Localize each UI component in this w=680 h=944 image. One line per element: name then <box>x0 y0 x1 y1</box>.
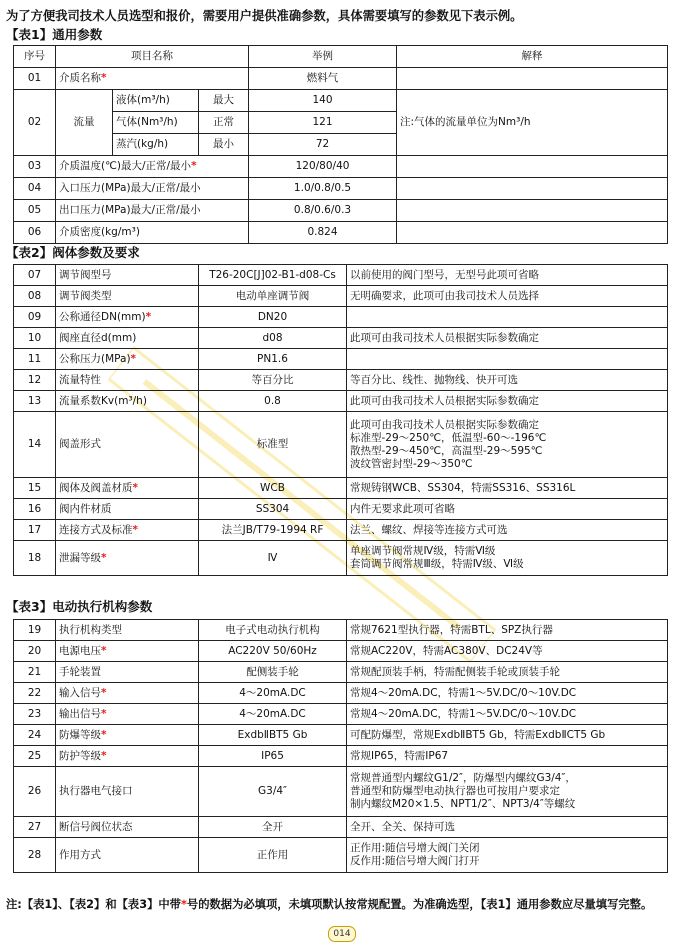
row-name: 流量 <box>56 90 113 156</box>
row-example: AC220V 50/60Hz <box>199 641 347 662</box>
row-note: 常规铸钢WCB、SS304，特需SS316、SS316L <box>347 478 668 499</box>
row-no: 19 <box>14 620 56 641</box>
row-no: 28 <box>14 838 56 873</box>
table-row <box>14 156 668 178</box>
row-name: 连接方式及标准* <box>56 520 199 541</box>
flow-min-value: 72 <box>249 134 397 156</box>
row-name: 介质温度(℃)最大/正常/最小* <box>56 156 249 178</box>
row-name: 流量系数Kv(m³/h) <box>56 391 199 412</box>
header-no: 序号 <box>14 46 56 68</box>
header-example: 举例 <box>249 46 397 68</box>
table-row <box>14 90 668 112</box>
row-no: 13 <box>14 391 56 412</box>
row-name: 断信号阀位状态 <box>56 817 199 838</box>
table-row <box>14 478 668 499</box>
row-name: 电源电压* <box>56 641 199 662</box>
required-star: * <box>191 160 197 172</box>
table-row <box>14 746 668 767</box>
table-row <box>14 307 668 328</box>
header-note: 解释 <box>397 46 668 68</box>
row-example: ExdbⅡBT5 Gb <box>199 725 347 746</box>
row-example: d08 <box>199 328 347 349</box>
row-name: 流量特性 <box>56 370 199 391</box>
table-row <box>14 178 668 200</box>
row-note: 常规IP65，特需IP67 <box>347 746 668 767</box>
row-example: 配侧装手轮 <box>199 662 347 683</box>
required-star: * <box>101 644 107 657</box>
row-name: 输出信号* <box>56 704 199 725</box>
row-example: 电动单座调节阀 <box>199 286 347 307</box>
row-no: 07 <box>14 265 56 286</box>
row-no: 26 <box>14 767 56 817</box>
note-line: 制内螺纹M20×1.5、NPT1/2″、NPT3/4″等螺纹 <box>350 798 576 810</box>
required-star: * <box>132 523 138 536</box>
flow-normal-label: 正常 <box>199 112 249 134</box>
note-line: 标准型-29～250℃，低温型-60～-196℃ <box>350 431 547 444</box>
note-line: 套筒调节阀常规Ⅲ级，特需Ⅳ级、Ⅵ级 <box>350 558 524 570</box>
row-name: 防爆等级* <box>56 725 199 746</box>
row-note: 可配防爆型，常规ExdbⅡBT5 Gb，特需ExdbⅡCT5 Gb <box>347 725 668 746</box>
row-example: WCB <box>199 478 347 499</box>
flow-liquid-label: 液体(m³/h) <box>113 90 199 112</box>
note-line: 普通型和防爆型电动执行器也可按用户要求定 <box>350 785 560 797</box>
row-note <box>397 200 668 222</box>
row-name: 调节阀类型 <box>56 286 199 307</box>
page-number: 014 <box>328 926 356 942</box>
table-valve-params <box>13 264 668 576</box>
footer-note: 注:【表1】、【表2】和【表3】中带*号的数据为必填项，未填项默认按常规配置。为准确选型，【表1】通用参数应尽量填写完整。 <box>6 898 653 911</box>
required-star: * <box>132 481 138 494</box>
row-example: 电子式电动执行机构 <box>199 620 347 641</box>
row-name: 泄漏等级* <box>56 541 199 576</box>
row-example: 1.0/0.8/0.5 <box>249 178 397 200</box>
required-star: * <box>101 728 107 741</box>
row-note: 以前使用的阀门型号，无型号此项可省略 <box>347 265 668 286</box>
row-no: 09 <box>14 307 56 328</box>
row-note <box>397 68 668 90</box>
intro-text: 为了方便我司技术人员选型和报价，需要用户提供准确参数，具体需要填写的参数见下表示例。 <box>6 9 523 23</box>
table-row <box>14 725 668 746</box>
note-line: 波纹管密封型-29～350℃ <box>350 457 473 470</box>
row-name: 执行器电气接口 <box>56 767 199 817</box>
table-row <box>14 68 668 90</box>
row-name: 阀体及阀盖材质* <box>56 478 199 499</box>
section1-title: 【表1】通用参数 <box>6 27 103 42</box>
row-no: 02 <box>14 90 56 156</box>
row-example: 0.824 <box>249 222 397 244</box>
row-no: 14 <box>14 412 56 478</box>
required-star: * <box>101 686 107 699</box>
row-note <box>397 156 668 178</box>
row-name: 公称通径DN(mm)* <box>56 307 199 328</box>
row-name: 公称压力(MPa)* <box>56 349 199 370</box>
table-row <box>14 838 668 873</box>
row-note: 内件无要求此项可省略 <box>347 499 668 520</box>
required-star: * <box>101 707 107 720</box>
row-name: 执行机构类型 <box>56 620 199 641</box>
row-no: 16 <box>14 499 56 520</box>
row-no: 15 <box>14 478 56 499</box>
table-row <box>14 349 668 370</box>
row-note: 全开、全关、保持可选 <box>347 817 668 838</box>
row-name: 入口压力(MPa)最大/正常/最小 <box>56 178 249 200</box>
table-row <box>14 370 668 391</box>
row-example: 0.8/0.6/0.3 <box>249 200 397 222</box>
required-star: * <box>101 749 107 762</box>
table-row <box>14 704 668 725</box>
table-general-params <box>13 45 668 244</box>
required-star: * <box>101 551 107 564</box>
row-example: 等百分比 <box>199 370 347 391</box>
row-no: 22 <box>14 683 56 704</box>
required-star: * <box>101 72 107 84</box>
table-row <box>14 641 668 662</box>
flow-gas-label: 气体(Nm³/h) <box>113 112 199 134</box>
row-name: 出口压力(MPa)最大/正常/最小 <box>56 200 249 222</box>
row-note <box>347 838 668 873</box>
row-example: 标准型 <box>199 412 347 478</box>
table-row <box>14 541 668 576</box>
row-no: 21 <box>14 662 56 683</box>
row-no: 20 <box>14 641 56 662</box>
row-note: 常规4～20mA.DC，特需1～5V.DC/0～10V.DC <box>347 683 668 704</box>
required-star: * <box>130 352 137 365</box>
row-example: 4～20mA.DC <box>199 704 347 725</box>
table-row <box>14 328 668 349</box>
row-no: 08 <box>14 286 56 307</box>
row-name: 介质密度(kg/m³) <box>56 222 249 244</box>
row-name: 防护等级* <box>56 746 199 767</box>
row-name: 阀内件材质 <box>56 499 199 520</box>
row-note: 常规4～20mA.DC，特需1～5V.DC/0～10V.DC <box>347 704 668 725</box>
row-name: 阀座直径d(mm) <box>56 328 199 349</box>
row-note: 法兰、螺纹、焊接等连接方式可选 <box>347 520 668 541</box>
flow-normal-value: 121 <box>249 112 397 134</box>
row-name: 作用方式 <box>56 838 199 873</box>
row-name: 输入信号* <box>56 683 199 704</box>
note-line: 常规普通型内螺纹G1/2″，防爆型内螺纹G3/4″， <box>350 772 576 784</box>
row-name: 介质名称* <box>56 68 249 90</box>
row-no: 24 <box>14 725 56 746</box>
row-note: 等百分比、线性、抛物线、快开可选 <box>347 370 668 391</box>
table-row <box>14 499 668 520</box>
flow-max-label: 最大 <box>199 90 249 112</box>
note-line: 反作用:随信号增大阀门打开 <box>350 855 480 867</box>
row-note <box>347 307 668 328</box>
table-row <box>14 767 668 817</box>
row-example: SS304 <box>199 499 347 520</box>
row-name: 调节阀型号 <box>56 265 199 286</box>
flow-max-value: 140 <box>249 90 397 112</box>
row-example: G3/4″ <box>199 767 347 817</box>
row-no: 23 <box>14 704 56 725</box>
row-no: 10 <box>14 328 56 349</box>
row-note <box>347 767 668 817</box>
row-no: 27 <box>14 817 56 838</box>
required-star: * <box>180 898 187 911</box>
row-example: IP65 <box>199 746 347 767</box>
table-row <box>14 817 668 838</box>
row-no: 12 <box>14 370 56 391</box>
table-row <box>14 412 668 478</box>
row-example: 120/80/40 <box>249 156 397 178</box>
table-row <box>14 200 668 222</box>
table-row <box>14 662 668 683</box>
row-no: 11 <box>14 349 56 370</box>
row-note: 常规配顶装手柄，特需配侧装手轮或顶装手轮 <box>347 662 668 683</box>
row-note <box>397 178 668 200</box>
row-note <box>347 541 668 576</box>
table-actuator-params <box>13 619 668 873</box>
row-name: 阀盖形式 <box>56 412 199 478</box>
row-no: 01 <box>14 68 56 90</box>
row-no: 17 <box>14 520 56 541</box>
table-header-row <box>14 46 668 68</box>
row-example: PN1.6 <box>199 349 347 370</box>
row-no: 25 <box>14 746 56 767</box>
row-no: 06 <box>14 222 56 244</box>
row-note: 注:气体的流量单位为Nm³/h <box>397 90 668 156</box>
table-row <box>14 620 668 641</box>
row-example: 全开 <box>199 817 347 838</box>
row-note: 此项可由我司技术人员根据实际参数确定 <box>347 391 668 412</box>
row-note: 常规7621型执行器，特需BTL、SPZ执行器 <box>347 620 668 641</box>
row-no: 05 <box>14 200 56 222</box>
section3-title: 【表3】电动执行机构参数 <box>6 599 153 614</box>
note-line: 正作用:随信号增大阀门关闭 <box>350 842 480 854</box>
row-note <box>347 349 668 370</box>
row-note <box>347 412 668 478</box>
table-row <box>14 222 668 244</box>
note-line: 单座调节阀常规Ⅳ级，特需Ⅵ级 <box>350 545 496 557</box>
note-line: 此项可由我司技术人员根据实际参数确定 <box>350 418 539 431</box>
table-row <box>14 265 668 286</box>
table-row <box>14 520 668 541</box>
note-line: 散热型-29～450℃，高温型-29～595℃ <box>350 444 543 457</box>
header-name: 项目名称 <box>56 46 249 68</box>
row-name: 手轮装置 <box>56 662 199 683</box>
row-example: 4～20mA.DC <box>199 683 347 704</box>
flow-min-label: 最小 <box>199 134 249 156</box>
table-row <box>14 683 668 704</box>
row-note: 此项可由我司技术人员根据实际参数确定 <box>347 328 668 349</box>
row-example: 正作用 <box>199 838 347 873</box>
row-example: 法兰JB/T79-1994 RF <box>199 520 347 541</box>
required-star: * <box>145 310 152 323</box>
row-example: 0.8 <box>199 391 347 412</box>
row-note: 常规AC220V，特需AC380V、DC24V等 <box>347 641 668 662</box>
row-note <box>397 222 668 244</box>
row-example: DN20 <box>199 307 347 328</box>
row-note: 无明确要求，此项可由我司技术人员选择 <box>347 286 668 307</box>
row-no: 04 <box>14 178 56 200</box>
table-row <box>14 391 668 412</box>
flow-steam-label: 蒸汽(kg/h) <box>113 134 199 156</box>
row-example: 燃料气 <box>249 68 397 90</box>
section2-title: 【表2】阀体参数及要求 <box>6 245 140 260</box>
row-example: Ⅳ <box>199 541 347 576</box>
row-no: 03 <box>14 156 56 178</box>
row-no: 18 <box>14 541 56 576</box>
table-row <box>14 286 668 307</box>
row-example: T26-20C[J]02-B1-d08-Cs <box>199 265 347 286</box>
